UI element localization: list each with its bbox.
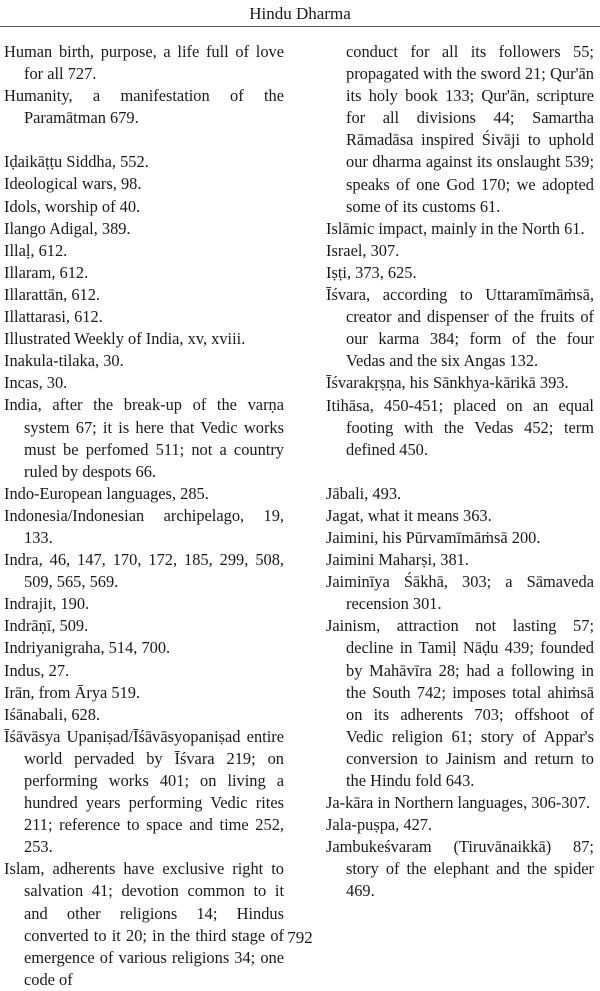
index-entry: Israel, 307.: [326, 240, 400, 260]
index-entry: Jambukeśvaram (Tiruvānaikkā) 87; story of the elephant and the spider 469.: [326, 837, 594, 901]
index-entry: Incas, 30.: [4, 373, 68, 393]
index-entry: Jagat, what it means 363.: [326, 505, 492, 525]
index-entry: Idols, worship of 40.: [4, 196, 141, 216]
index-entry: Jaimini, his Pūrvamīmāṁsā 200.: [326, 527, 541, 547]
running-header: Hindu Dharma: [249, 4, 351, 23]
index-entry: Īśāvāsya Upaniṣad/Īśāvāsyopaniṣad entire world pervaded by Īśvara 219; on performing works 401; on living a hundred years performing Vedic rites 211; reference to space and time 252, 253.: [4, 726, 284, 857]
index-entry: Itihāsa, 450-451; placed on an equal footing with the Vedas 452; term defined 450.: [326, 395, 594, 459]
index-entry: Indriyanigraha, 514, 700.: [4, 638, 171, 658]
index-entry: Illarattān, 612.: [4, 284, 101, 304]
index-entry: Iṣṭi, 373, 625.: [326, 262, 417, 282]
right-index-column: [326, 41, 594, 903]
index-entry: Iḍaikāṭṭu Siddha, 552.: [4, 152, 149, 172]
index-entry: conduct for all its followers 55; propagated with the sword 21; Qur'ān its holy book 133; Qur'ān, scripture for all divisions 44; Samartha Rāmadāsa inspired Śivāji to uphold our dharma against its onslaught 539; speaks of one God 170; we adopted some of its customs 61.: [346, 42, 594, 216]
index-entry: Ja-kāra in Northern languages, 306-307.: [326, 793, 590, 813]
index-entry: Ideological wars, 98.: [4, 174, 142, 194]
index-entry: Illaram, 612.: [4, 262, 89, 282]
page-number: 792: [287, 928, 313, 947]
index-entry: Illustrated Weekly of India, xv, xviii.: [4, 329, 246, 349]
index-entry: Islam, adherents have exclusive right to salvation 41; devotion common to it and other religions 14; Hindus converted to it 20; in the third stage of emergence of various religions 34; one code of: [4, 859, 284, 989]
index-entry: Indrāṇī, 509.: [4, 616, 89, 636]
index-entry: Jābali, 493.: [326, 483, 402, 503]
index-entry: Indonesia/Indonesian archipelago, 19, 133.: [4, 505, 284, 547]
index-entry: Jaiminīya Śākhā, 303; a Sāmaveda recension 301.: [326, 572, 594, 614]
index-entry: Indrajit, 190.: [4, 594, 90, 614]
index-entry: Indo-European languages, 285.: [4, 483, 209, 503]
index-entry: Jaimini Maharṣi, 381.: [326, 550, 469, 570]
index-entry: Īśvarakṛṣṇa, his Sānkhya-kārikā 393.: [326, 373, 569, 393]
header-rule: [0, 26, 600, 27]
index-entry: Iśānabali, 628.: [4, 704, 101, 724]
section-gap: [326, 461, 594, 483]
index-entry: Ilango Adigal, 389.: [4, 218, 131, 238]
index-entry: Inakula-tilaka, 30.: [4, 351, 124, 371]
index-entry: Īśvara, according to Uttaramīmāṁsā, creator and dispenser of the fruits of our karma 384; form of the four Vedas and the six Angas 132.: [326, 285, 594, 371]
index-entry: Irān, from Ārya 519.: [4, 682, 141, 702]
index-entry: Indus, 27.: [4, 660, 70, 680]
index-entry: Jainism, attraction not lasting 57; decline in Tamiḷ Nāḍu 439; founded by Mahāvīra 28; had a following in the South 742; imposes total ahiṁsā on its adherents 703; offshoot of Vedic religion 61; story of Appar's conversion to Jainism and return to the Hindu fold 643.: [326, 616, 594, 790]
index-entry: Jala-puṣpa, 427.: [326, 815, 433, 835]
index-entry: Indra, 46, 147, 170, 172, 185, 299, 508, 509, 565, 569.: [4, 550, 284, 592]
index-entry: Humanity, a manifestation of the Paramātman 679.: [4, 86, 284, 128]
index-entry: Illaḷ, 612.: [4, 240, 68, 260]
section-gap: [4, 129, 284, 151]
left-index-column: [4, 41, 284, 991]
index-entry: Illattarasi, 612.: [4, 307, 103, 327]
index-entry: India, after the break-up of the varṇa system 67; it is here that Vedic works must be perfomed 511; not a country ruled by despots 66.: [4, 395, 284, 481]
index-entry: Human birth, purpose, a life full of love for all 727.: [4, 42, 284, 84]
index-entry: Islāmic impact, mainly in the North 61.: [326, 218, 585, 238]
